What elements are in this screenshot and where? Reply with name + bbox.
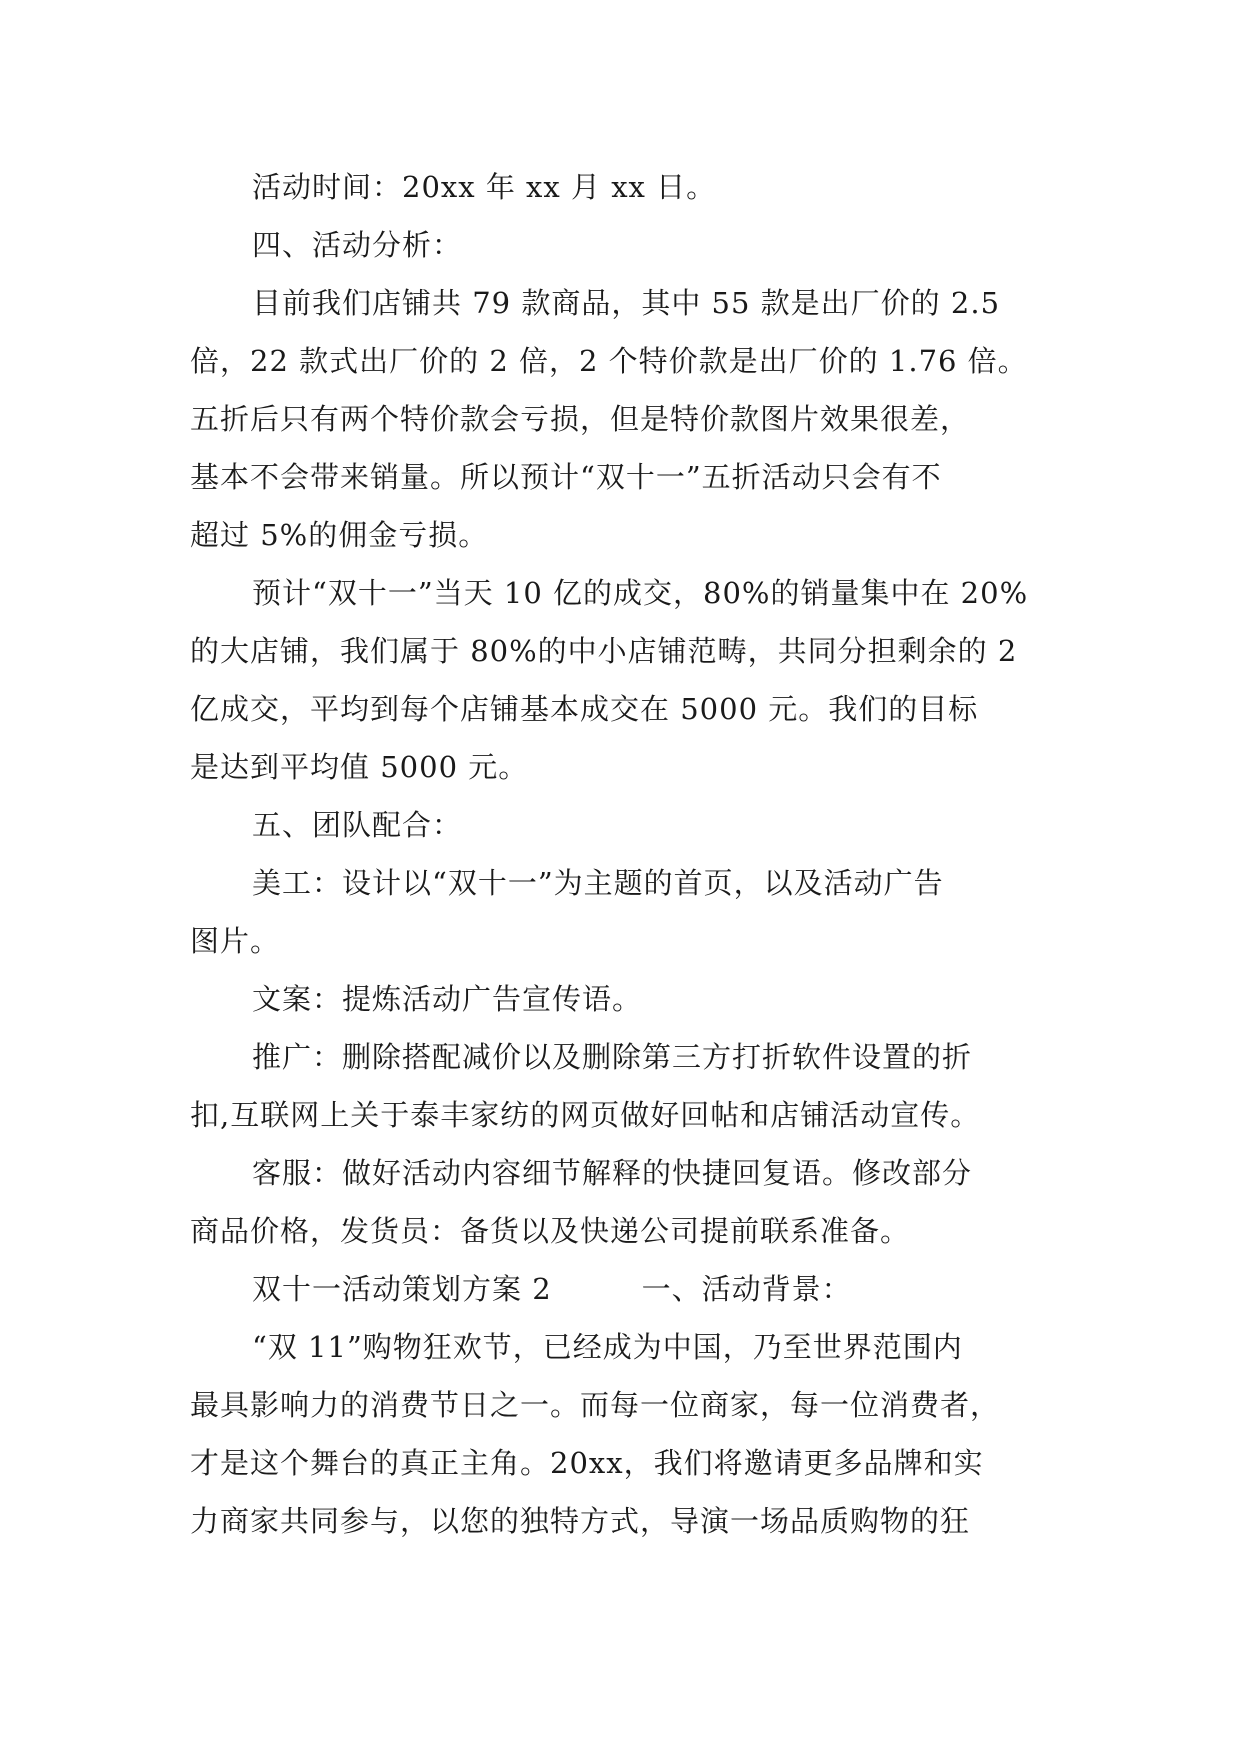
paragraph-line: 客服：做好活动内容细节解释的快捷回复语。修改部分 <box>252 1156 973 1190</box>
paragraph-line: 基本不会带来销量。所以预计“双十一”五折活动只会有不 <box>190 460 942 494</box>
paragraph-line: 倍，22 款式出厂价的 2 倍，2 个特价款是出厂价的 1.76 倍。 <box>190 344 1028 378</box>
paragraph-line: “双 11”购物狂欢节，已经成为中国，乃至世界范围内 <box>252 1330 963 1364</box>
paragraph-line: 亿成交，平均到每个店铺基本成交在 5000 元。我们的目标 <box>190 692 979 726</box>
paragraph-line: 美工：设计以“双十一”为主题的首页，以及活动广告 <box>252 866 944 900</box>
paragraph-line: 推广：删除搭配减价以及删除第三方打折软件设置的折 <box>252 1040 973 1074</box>
paragraph-line: 五折后只有两个特价款会亏损，但是特价款图片效果很差， <box>190 402 971 436</box>
paragraph-line: 才是这个舞台的真正主角。20xx，我们将邀请更多品牌和实 <box>190 1446 984 1480</box>
paragraph-line: 图片。 <box>190 924 281 958</box>
paragraph-line: 目前我们店铺共 79 款商品，其中 55 款是出厂价的 2.5 <box>252 286 1001 320</box>
paragraph-line: 力商家共同参与，以您的独特方式，导演一场品质购物的狂 <box>190 1504 971 1538</box>
section-title: 双十一活动策划方案 2 一、活动背景： <box>252 1272 852 1306</box>
paragraph-line: 的大店铺，我们属于 80%的中小店铺范畴，共同分担剩余的 2 <box>190 634 1018 668</box>
paragraph-line: 预计“双十一”当天 10 亿的成交，80%的销量集中在 20% <box>252 576 1029 610</box>
paragraph-line: 商品价格，发货员：备货以及快递公司提前联系准备。 <box>190 1214 911 1248</box>
paragraph-line: 超过 5%的佣金亏损。 <box>190 518 489 552</box>
paragraph-line: 最具影响力的消费节日之一。而每一位商家，每一位消费者， <box>190 1388 1001 1422</box>
paragraph-line: 扣,互联网上关于泰丰家纺的网页做好回帖和店铺活动宣传。 <box>190 1098 981 1132</box>
paragraph-line: 是达到平均值 5000 元。 <box>190 750 529 784</box>
paragraph-line: 活动时间：20xx 年 xx 月 xx 日。 <box>252 170 717 204</box>
section-heading: 五、团队配合： <box>252 808 463 842</box>
paragraph-line: 文案：提炼活动广告宣传语。 <box>252 982 643 1016</box>
section-heading: 四、活动分析： <box>252 228 463 262</box>
